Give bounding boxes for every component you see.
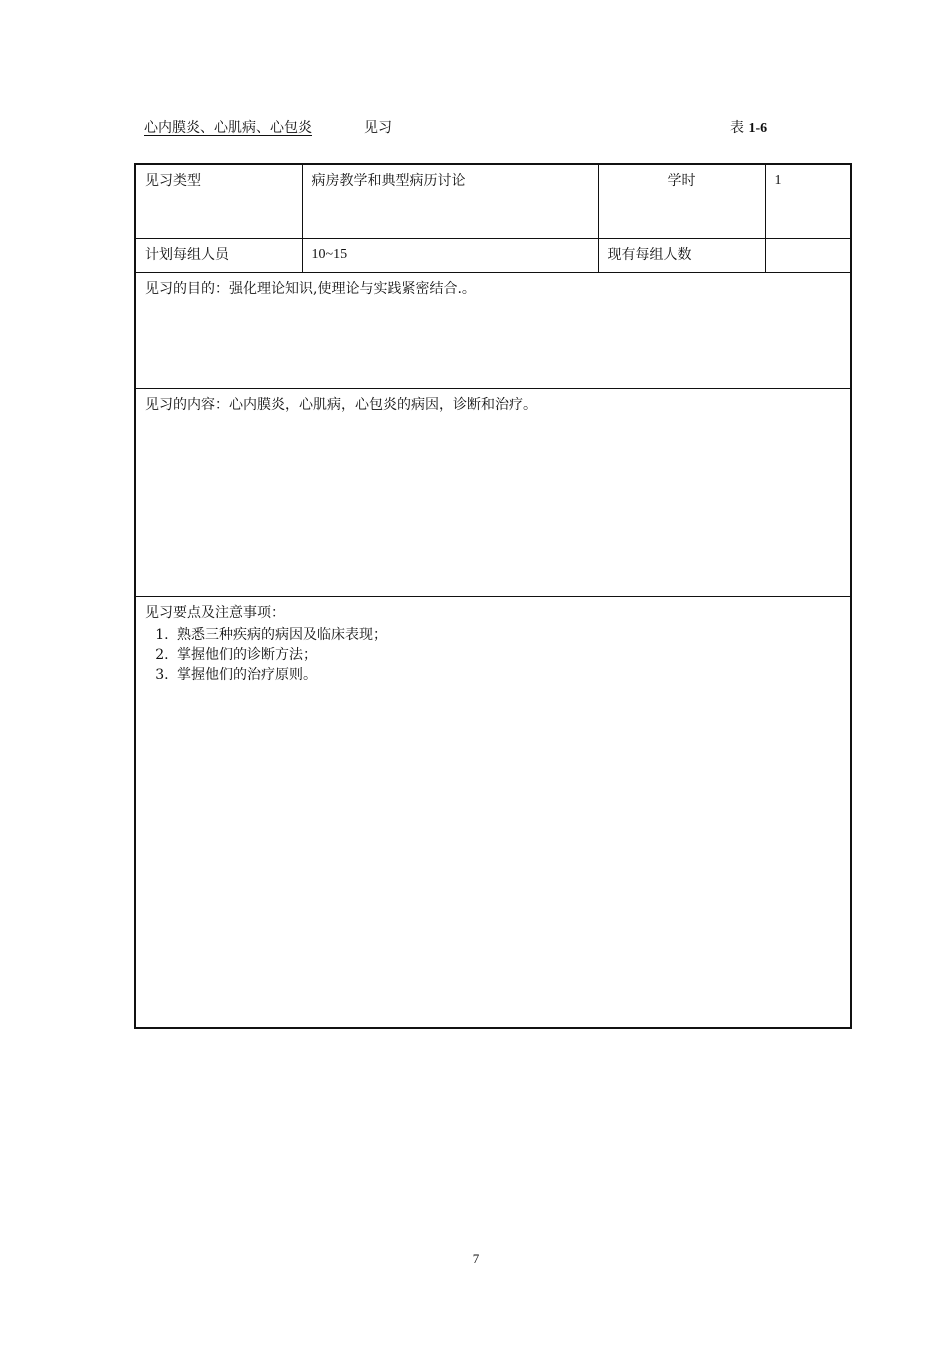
list-item: 3. 掌握他们的治疗原则。 <box>173 665 841 685</box>
hours-label-cell: 学时 <box>598 164 765 238</box>
table-number-label: 表 <box>730 120 744 136</box>
table-row <box>135 238 851 272</box>
type-value-cell: 病房教学和典型病历讨论 <box>302 164 598 238</box>
table-number-value: 1-6 <box>748 121 768 136</box>
plan-value-cell: 10~15 <box>302 238 598 272</box>
document-header <box>144 117 784 139</box>
list-item: 1. 熟悉三种疾病的病因及临床表现； <box>173 625 841 645</box>
type-label-cell: 见习类型 <box>135 164 302 238</box>
table-row <box>135 596 851 1028</box>
points-cell <box>135 596 851 1028</box>
page-number: 7 <box>472 1251 480 1266</box>
hours-value-cell: 1 <box>765 164 851 238</box>
content-cell: 见习的内容：心内膜炎，心肌病，心包炎的病因，诊断和治疗。 <box>135 388 851 596</box>
plan-label-cell: 计划每组人员 <box>135 238 302 272</box>
goal-cell: 见习的目的：强化理论知识,使理论与实践紧密结合.。 <box>135 272 851 388</box>
practice-form-table <box>134 163 852 1029</box>
current-label-cell: 现有每组人数 <box>598 238 765 272</box>
list-item: 2. 掌握他们的诊断方法； <box>173 645 841 665</box>
table-row <box>135 272 851 388</box>
table-row <box>135 388 851 596</box>
table-number <box>730 117 767 137</box>
document-subtitle: 见习 <box>364 120 392 136</box>
points-list <box>145 625 841 685</box>
points-title: 见习要点及注意事项： <box>145 604 285 621</box>
current-value-cell <box>765 238 851 272</box>
table-row <box>135 164 851 238</box>
document-title: 心内膜炎、心肌病、心包炎 <box>144 120 312 136</box>
